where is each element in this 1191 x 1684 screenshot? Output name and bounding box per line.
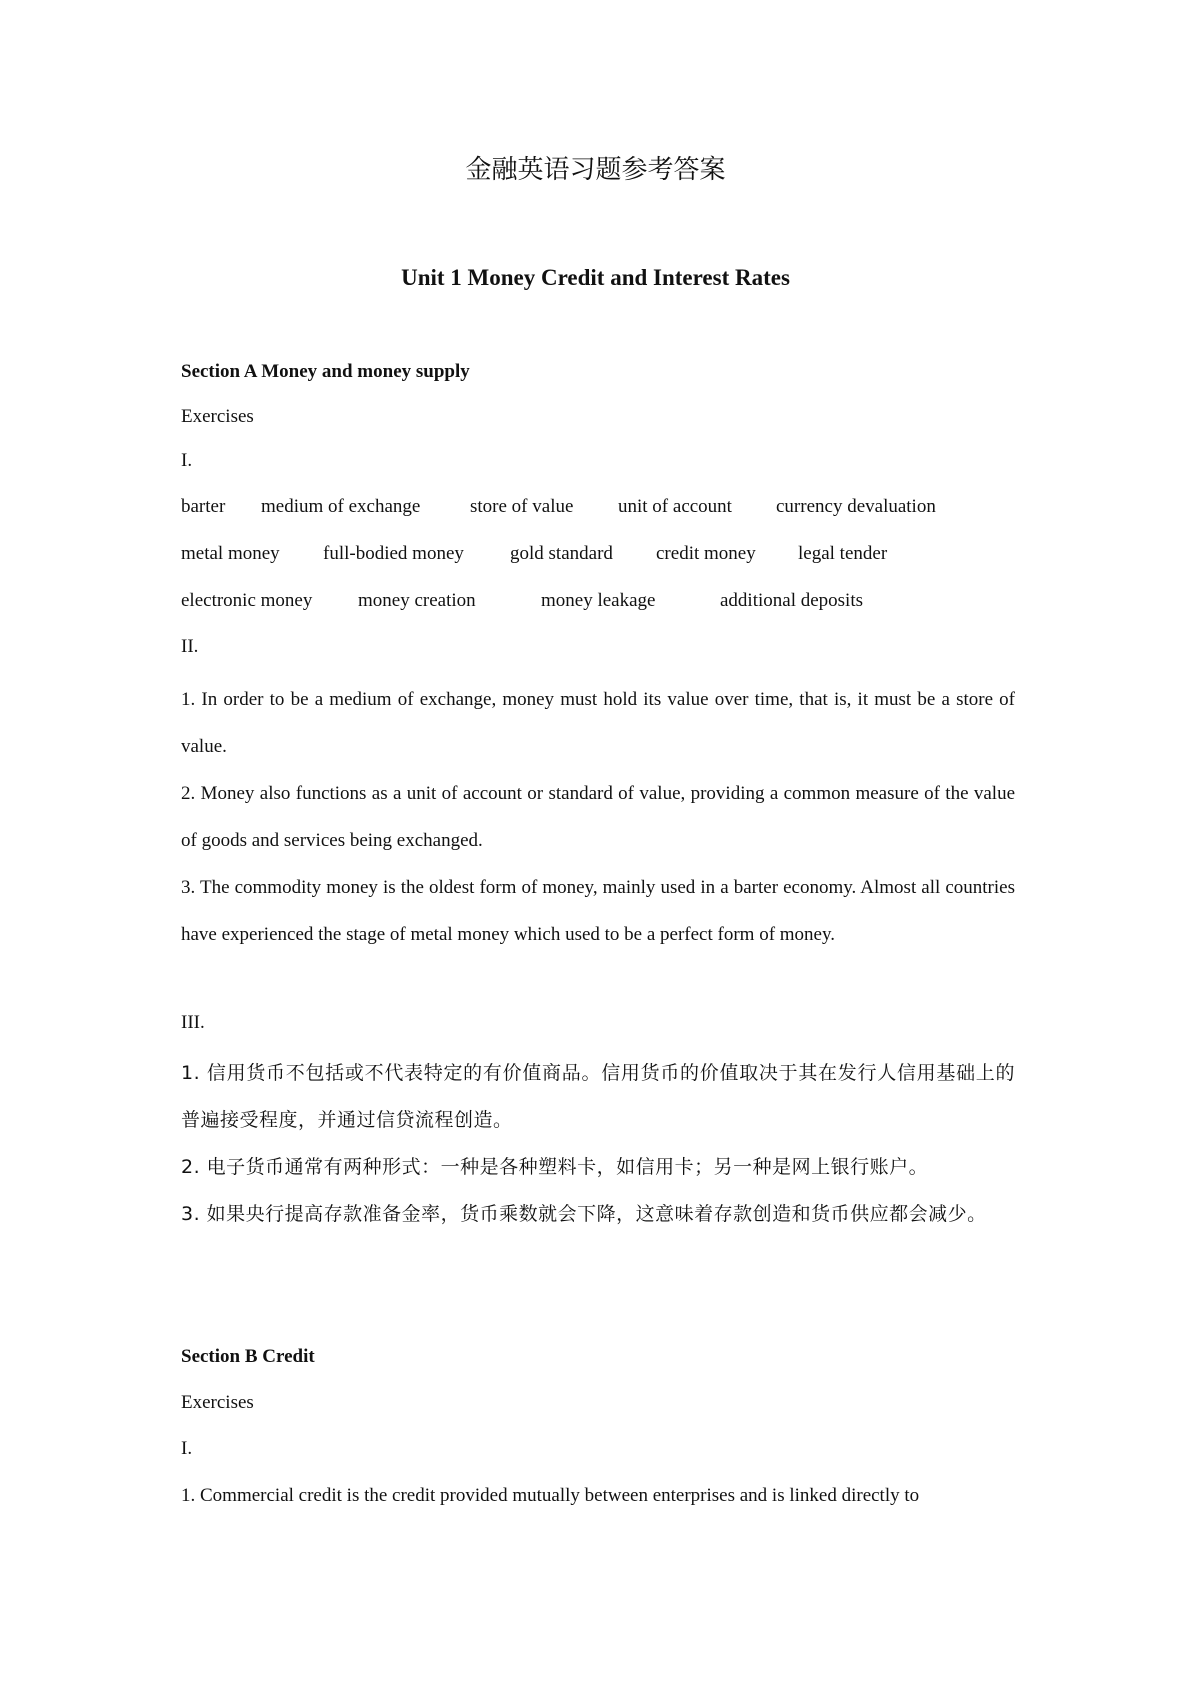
- term-item: electronic money: [181, 590, 313, 611]
- term-item: money leakage: [541, 590, 656, 611]
- term-item: metal money: [181, 543, 280, 564]
- part3-item-1: 1. 信用货币不包括或不代表特定的有价值商品。信用货币的价值取决于其在发行人信用基础上的普遍接受程度，并通过信贷流程创造。: [181, 1062, 1015, 1131]
- section-b-exercises-label: Exercises: [181, 1392, 254, 1413]
- part2-item-1: 1. In order to be a medium of exchange, money must hold its value over time, that is, it must be a store of value.: [181, 689, 1015, 757]
- part2-item-3: 3. The commodity money is the oldest form of money, mainly used in a barter economy. Almost all countries have experienced the stage of metal money which used to be a perfect form of money.: [181, 877, 1015, 945]
- term-item: additional deposits: [720, 590, 864, 611]
- term-item: store of value: [470, 496, 574, 517]
- term-item: unit of account: [618, 496, 732, 517]
- term-item: gold standard: [510, 543, 613, 564]
- section-a-part1-label: I.: [181, 450, 193, 471]
- section-a-part3-label: III.: [181, 1012, 205, 1033]
- term-item: medium of exchange: [261, 496, 421, 517]
- section-a-heading: Section A Money and money supply: [181, 361, 470, 382]
- unit-title: Unit 1 Money Credit and Interest Rates: [401, 265, 790, 290]
- section-a-part2-label: II.: [181, 636, 199, 657]
- section-b-item-1: 1. Commercial credit is the credit provided mutually between enterprises and is linked directly to: [181, 1485, 920, 1506]
- term-item: money creation: [358, 590, 476, 611]
- term-item: barter: [181, 496, 226, 517]
- term-item: credit money: [656, 543, 756, 564]
- part3-item-2: 2. 电子货币通常有两种形式：一种是各种塑料卡，如信用卡；另一种是网上银行账户。: [181, 1156, 929, 1178]
- section-b-part1-label: I.: [181, 1438, 193, 1459]
- term-item: full-bodied money: [323, 543, 464, 564]
- section-a-exercises-label: Exercises: [181, 406, 254, 427]
- term-item: legal tender: [798, 543, 888, 564]
- part3-item-3: 3. 如果央行提高存款准备金率，货币乘数就会下降，这意味着存款创造和货币供应都会减少。: [181, 1203, 987, 1225]
- document-title: 金融英语习题参考答案: [465, 155, 726, 185]
- term-item: currency devaluation: [776, 496, 936, 517]
- section-b-heading: Section B Credit: [181, 1346, 315, 1367]
- part2-item-2: 2. Money also functions as a unit of account or standard of value, providing a common measure of the value of goods and services being exchanged.: [181, 783, 1015, 851]
